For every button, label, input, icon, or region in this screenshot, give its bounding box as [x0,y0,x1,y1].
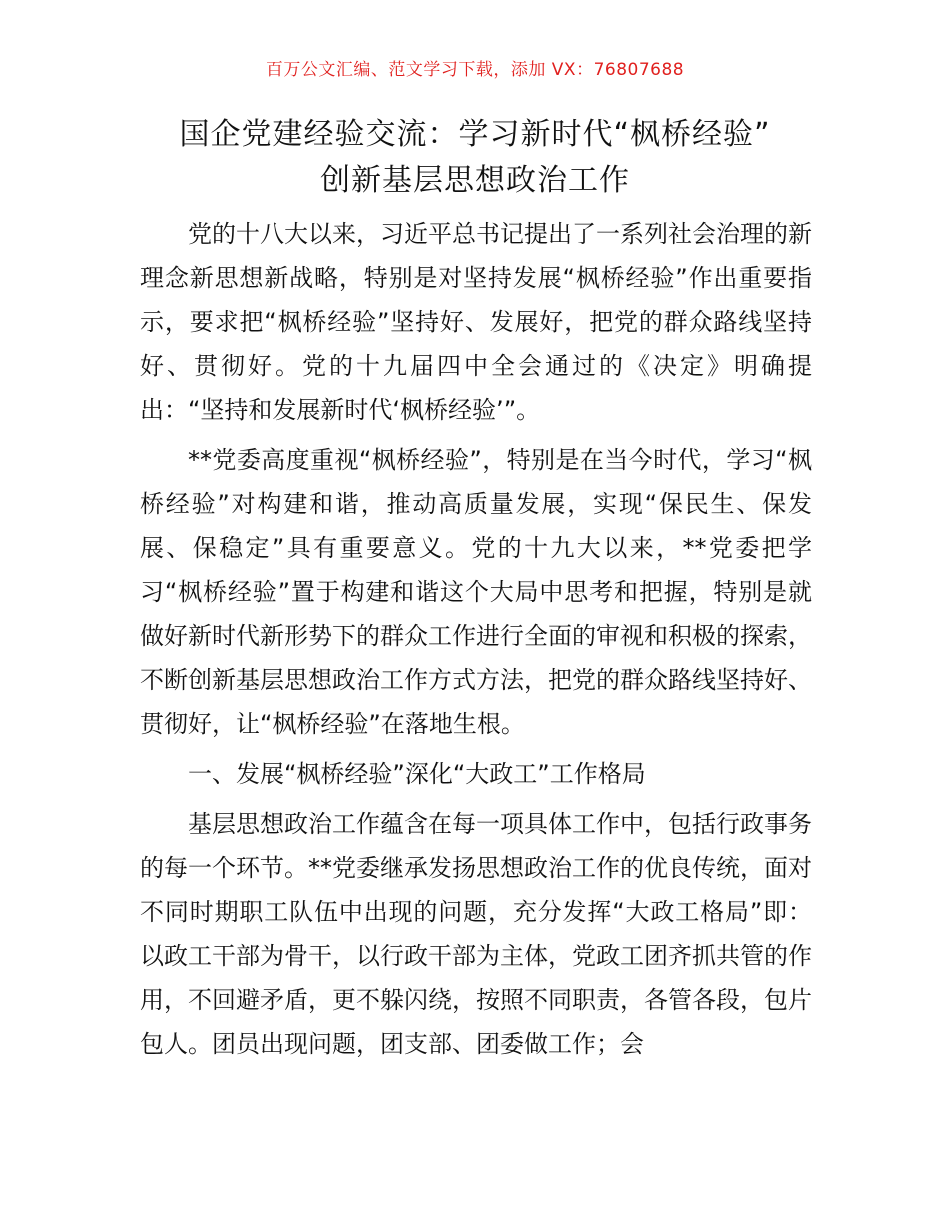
paragraph-1: 党的十八大以来，习近平总书记提出了一系列社会治理的新理念新思想新战略，特别是对坚持发展“枫桥经验”作出重要指示，要求把“枫桥经验”坚持好、发展好，把党的群众路线坚持好、贯彻好。党的十九届四中全会通过的《决定》明确提出：“坚持和发展新时代‘枫桥经验’”。 [140,220,812,424]
paragraph-3: 基层思想政治工作蕴含在每一项具体工作中，包括行政事务的每一个环节。**党委继承发扬思想政治工作的优良传统，面对不同时期职工队伍中出现的问题，充分发挥“大政工格局”即：以政工干部为骨干，以行政干部为主体，党政工团齐抓共管的作用，不回避矛盾，更不躲闪绕，按照不同职责，各管各段，包片包人。团员出现问题，团支部、团委做工作；会 [140,810,812,1058]
section-heading-1: 一、发展“枫桥经验”深化“大政工”工作格局 [188,760,646,788]
paragraph-2: **党委高度重视“枫桥经验”，特别是在当今时代，学习“枫桥经验”对构建和谐，推动高质量发展，实现“保民生、保发展、保稳定”具有重要意义。党的十九大以来，**党委把学习“枫桥经验”置于构建和谐这个大局中思考和把握，特别是就做好新时代新形势下的群众工作进行全面的审视和积极的探索，不断创新基层思想政治工作方式方法，把党的群众路线坚持好、贯彻好，让“枫桥经验”在落地生根。 [140,446,812,738]
title-line-1: 国企党建经验交流：学习新时代“枫桥经验” [179,117,771,152]
document-body [140,212,812,1072]
document-title [120,112,830,204]
header-banner: 百万公文汇编、范文学习下载，添加 VX：76807688 [265,60,685,80]
title-line-2: 创新基层思想政治工作 [320,163,630,198]
